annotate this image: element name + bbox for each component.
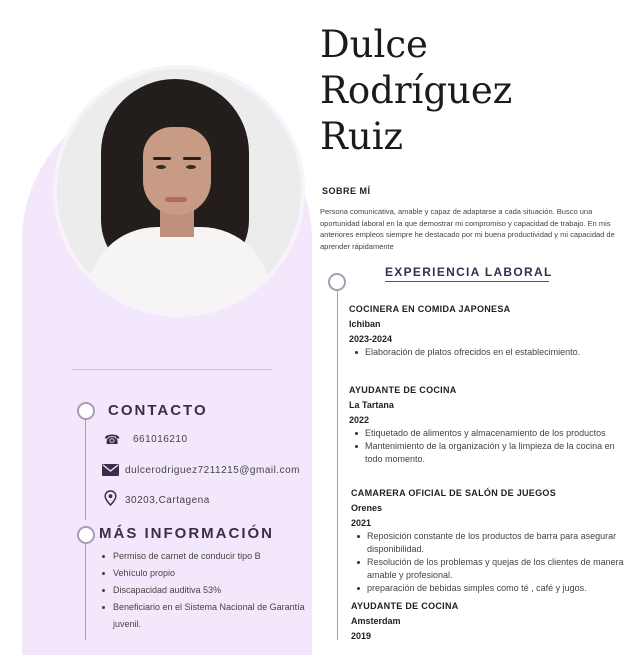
job-company: Orenes	[351, 503, 383, 513]
more-info-item: Beneficiario en el Sistema Nacional de Garantía juvenil.	[100, 599, 315, 633]
phone-icon: ☎	[104, 432, 121, 447]
job-bullet: Elaboración de platos ofrecidos en el establecimiento.	[349, 346, 629, 359]
sidebar-divider	[72, 369, 272, 370]
job-title: AYUDANTE DE COCINA	[349, 385, 457, 395]
job-company: Amsterdam	[351, 616, 401, 626]
job-bullet: Etiquetado de alimentos y almacenamiento de los productos	[349, 427, 629, 440]
about-text: Persona comunicativa, amable y capaz de adaptarse a cada situación. Busco una oportunidad laboral en la que demostrar mi compromiso y capacidad de trabajo. En mis anteriores empleos siempre he destacado por mi buena productividad y mi capacidad de aprender rápidamente	[320, 207, 615, 251]
envelope-icon	[102, 464, 119, 476]
more-info-list	[100, 548, 315, 633]
contact-timeline	[85, 420, 86, 520]
job-bullet: Resolución de los problemas y quejas de los clientes de manera amable y profesional.	[351, 556, 631, 582]
more-info-timeline-node	[77, 526, 95, 544]
job-years: 2022	[349, 415, 370, 425]
contact-address: 30203,Cartagena	[125, 495, 210, 506]
job-bullet: Reposición constante de los productos de barra para asegurar disponibilidad.	[351, 530, 631, 556]
job-bullet: Mantenimiento de la organización y la limpieza de la cocina en todo momento.	[349, 440, 629, 466]
contact-timeline-node	[77, 402, 95, 420]
experience-timeline-node	[328, 273, 346, 291]
name-line-3: Ruiz	[320, 115, 404, 158]
full-name	[320, 22, 512, 160]
job-title: AYUDANTE DE COCINA	[351, 601, 459, 611]
job-title: COCINERA EN COMIDA JAPONESA	[349, 304, 511, 314]
name-line-2: Rodríguez	[320, 69, 513, 112]
profile-photo	[53, 65, 305, 317]
job-entry	[349, 385, 629, 466]
about-heading: SOBRE MÍ	[322, 186, 371, 196]
job-bullet: preparación de bebidas simples como té , café y jugos.	[351, 582, 631, 595]
more-info-item: Permiso de carnet de conducir tipo B	[100, 548, 315, 565]
job-title: CAMARERA OFICIAL DE SALÓN DE JUEGOS	[351, 488, 557, 498]
job-years: 2021	[351, 518, 372, 528]
experience-heading-underline	[385, 281, 549, 282]
job-entry	[349, 304, 629, 359]
job-years: 2023-2024	[349, 334, 393, 344]
job-entry	[351, 601, 631, 641]
contact-heading: CONTACTO	[108, 402, 208, 419]
job-entry	[351, 488, 631, 595]
job-company: La Tartana	[349, 400, 394, 410]
more-info-timeline	[85, 543, 86, 640]
more-info-item: Discapacidad auditiva 53%	[100, 582, 315, 599]
job-years: 2019	[351, 631, 372, 641]
location-pin-icon	[104, 490, 117, 506]
name-line-1: Dulce	[320, 23, 428, 66]
more-info-heading: MÁS INFORMACIÓN	[99, 525, 274, 542]
more-info-item: Vehículo propio	[100, 565, 315, 582]
experience-timeline	[337, 290, 338, 640]
contact-email[interactable]: dulcerodriguez7211215@gmail.com	[125, 465, 301, 476]
contact-phone: 661016210	[133, 434, 188, 445]
experience-heading: EXPERIENCIA LABORAL	[385, 265, 553, 279]
job-company: Ichiban	[349, 319, 381, 329]
